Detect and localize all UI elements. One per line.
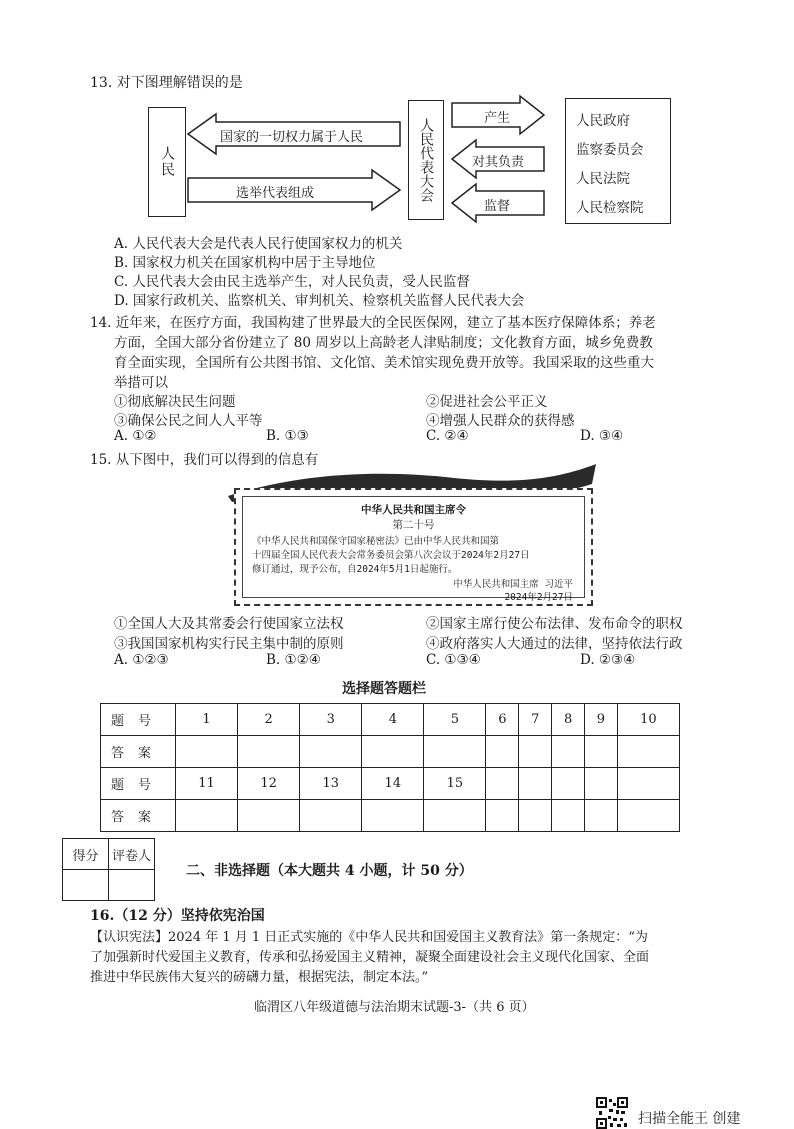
q14-choice-a: A. ①②	[114, 428, 157, 444]
qnum-14: 14	[362, 768, 424, 800]
label-question-number: 题号	[101, 704, 176, 736]
answer-cell[interactable]	[238, 800, 300, 832]
scanner-watermark: 扫描全能王 创建	[638, 1111, 741, 1127]
q13-option-c: C. 人民代表大会由民主选举产生，对人民负责，受人民监督	[114, 274, 470, 290]
arrow-top-label: 国家的一切权力属于人民	[220, 130, 364, 145]
answer-cell[interactable]	[585, 736, 618, 768]
score-label: 得分	[63, 839, 109, 870]
answer-cell[interactable]	[362, 800, 424, 832]
q15-item-4: ④政府落实人大通过的法律，坚持依法行政	[426, 636, 683, 652]
empty-cell	[519, 768, 552, 800]
score-cell[interactable]	[63, 870, 109, 901]
q13-stem: 13. 对下图理解错误的是	[90, 75, 243, 91]
empty-cell	[552, 768, 585, 800]
answer-cell[interactable]	[424, 800, 486, 832]
empty-cell	[617, 768, 679, 800]
q16-line-2: 了加强新时代爱国主义教育，传承和弘扬爱国主义精神，凝聚全面建设社会主义现代化国家、全面	[90, 950, 650, 965]
arrow-responsible-label: 对其负责	[472, 155, 525, 170]
qnum-3: 3	[300, 704, 362, 736]
q14-stem-3: 育全面实现，全国所有公共图书馆、文化馆、美术馆实现免费开放等。我国采取的这些重大	[114, 355, 654, 371]
qnum-12: 12	[238, 768, 300, 800]
score-box	[62, 838, 155, 901]
label-answer: 答案	[101, 736, 176, 768]
q15-item-1: ①全国人大及其常委会行使国家立法权	[114, 616, 344, 632]
qnum-4: 4	[362, 704, 424, 736]
q14-choice-c: C. ②④	[426, 428, 469, 444]
qr-code-icon	[596, 1097, 628, 1129]
answer-cell[interactable]	[617, 736, 679, 768]
q14-item-2: ②促进社会公平正义	[426, 394, 548, 410]
q13-option-a: A. 人民代表大会是代表人民行使国家权力的机关	[114, 236, 403, 252]
state-organs-box	[565, 98, 671, 224]
table-row	[101, 736, 680, 768]
empty-cell	[486, 800, 519, 832]
organ-court: 人民法院	[576, 171, 630, 187]
organ-government: 人民政府	[576, 113, 630, 129]
decree-document	[234, 488, 593, 606]
q14-item-4: ④增强人民群众的获得感	[426, 413, 575, 429]
empty-cell	[585, 768, 618, 800]
decree-title: 中华人民共和国主席令	[361, 504, 466, 516]
qnum-7: 7	[519, 704, 552, 736]
qnum-8: 8	[552, 704, 585, 736]
decree-date: 2024年2月27日	[504, 592, 573, 603]
answer-cell[interactable]	[176, 736, 238, 768]
qnum-9: 9	[585, 704, 618, 736]
q16-line-3: 推进中华民族伟大复兴的磅礴力量，根据宪法，制定本法。”	[90, 970, 429, 985]
q14-stem-2: 方面，全国大部分省份建立了 80 周岁以上高龄老人津贴制度；文化教育方面，城乡免费教	[114, 335, 653, 351]
qnum-6: 6	[486, 704, 519, 736]
qnum-11: 11	[176, 768, 238, 800]
arrow-bottom-label: 选举代表组成	[236, 186, 315, 201]
congress-box	[408, 100, 444, 220]
decree-body-3: 修订通过，现予公布，自2024年5月1日起施行。	[252, 564, 458, 575]
answer-cell[interactable]	[486, 736, 519, 768]
section-2-heading: 二、非选择题（本大题共 4 小题，计 50 分）	[186, 863, 473, 879]
arrow-produce-label: 产生	[484, 111, 511, 126]
answer-cell[interactable]	[552, 736, 585, 768]
qnum-15: 15	[424, 768, 486, 800]
q14-choice-d: D. ③④	[580, 428, 624, 444]
empty-cell	[585, 800, 618, 832]
q15-item-2: ②国家主席行使公布法律、发布命令的职权	[426, 616, 683, 632]
qnum-10: 10	[617, 704, 679, 736]
table-row	[101, 800, 680, 832]
empty-cell	[486, 768, 519, 800]
decree-body-2: 十四届全国人民代表大会常务委员会第八次会议于2024年2月27日	[252, 550, 530, 561]
arrow-supervise-label: 监督	[484, 199, 511, 214]
qnum-2: 2	[238, 704, 300, 736]
organ-procuratorate: 人民检察院	[576, 200, 644, 216]
label-question-number: 题号	[101, 768, 176, 800]
q16-line-1: 【认识宪法】2024 年 1 月 1 日正式实施的《中华人民共和国爱国主义教育法》第一条规定：“为	[90, 930, 648, 945]
empty-cell	[617, 800, 679, 832]
q15-choice-c: C. ①③④	[426, 652, 481, 668]
decree-signature: 中华人民共和国主席 习近平	[453, 579, 573, 590]
grader-label: 评卷人	[109, 839, 155, 870]
decree-number: 第二十号	[392, 519, 435, 531]
q15-choice-d: D. ②③④	[580, 652, 636, 668]
grader-cell[interactable]	[109, 870, 155, 901]
qnum-5: 5	[424, 704, 486, 736]
answer-cell[interactable]	[300, 736, 362, 768]
q15-stem: 15. 从下图中，我们可以得到的信息有	[90, 452, 319, 468]
answer-cell[interactable]	[300, 800, 362, 832]
answer-table-title: 选择题答题栏	[342, 681, 426, 697]
table-row	[101, 768, 680, 800]
answer-table	[100, 703, 680, 832]
organ-supervisory: 监察委员会	[576, 142, 644, 158]
people-label: 人民	[159, 146, 175, 178]
q13-option-b: B. 国家权力机关在国家机构中居于主导地位	[114, 255, 376, 271]
answer-cell[interactable]	[519, 736, 552, 768]
page-footer: 临渭区八年级道德与法治期末试题-3-（共 6 页）	[254, 1000, 535, 1015]
q14-item-3: ③确保公民之间人人平等	[114, 413, 263, 429]
q14-stem-1: 14. 近年来，在医疗方面，我国构建了世界最大的全民医保网，建立了基本医疗保障体系；养老	[90, 315, 656, 331]
qnum-13: 13	[300, 768, 362, 800]
label-answer: 答案	[101, 800, 176, 832]
qnum-1: 1	[176, 704, 238, 736]
people-box	[148, 107, 186, 217]
q15-item-3: ③我国国家机构实行民主集中制的原则	[114, 636, 344, 652]
answer-cell[interactable]	[362, 736, 424, 768]
q15-choice-a: A. ①②③	[114, 652, 169, 668]
q16-stem: 16.（12 分）坚持依宪治国	[90, 908, 265, 924]
decree-body-1: 《中华人民共和国保守国家秘密法》已由中华人民共和国第	[252, 536, 500, 547]
answer-cell[interactable]	[424, 736, 486, 768]
empty-cell	[552, 800, 585, 832]
q14-item-1: ①彻底解决民生问题	[114, 394, 236, 410]
q14-choice-b: B. ①③	[266, 428, 309, 444]
q13-option-d: D. 国家行政机关、监察机关、审判机关、检察机关监督人民代表大会	[114, 293, 525, 309]
q15-choice-b: B. ①②④	[266, 652, 321, 668]
q14-stem-4: 举措可以	[114, 375, 168, 391]
table-row	[101, 704, 680, 736]
answer-cell[interactable]	[176, 800, 238, 832]
congress-label: 人民代表大会	[418, 118, 434, 202]
empty-cell	[519, 800, 552, 832]
answer-cell[interactable]	[238, 736, 300, 768]
